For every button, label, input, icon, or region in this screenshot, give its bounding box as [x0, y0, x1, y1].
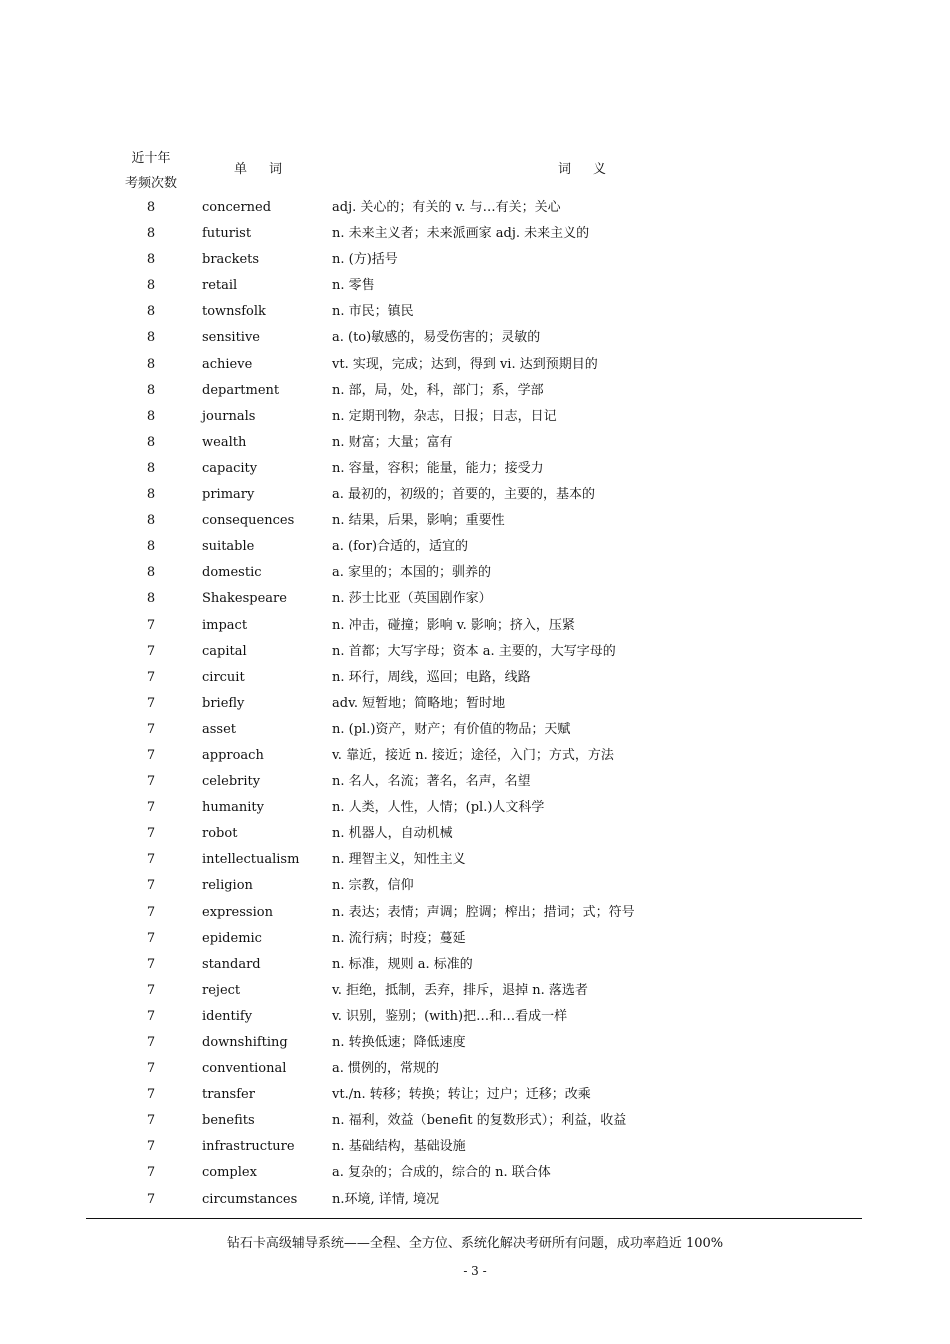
table-row: [0, 1108, 950, 1134]
table-row: [0, 1030, 950, 1056]
freq-cell: 8: [146, 434, 156, 450]
freq-cell: 7: [146, 1139, 156, 1155]
table-row: [0, 926, 950, 952]
definition-cell: n. 定期刊物，杂志，日报；日志，日记: [332, 408, 557, 424]
table-row: [0, 1187, 950, 1213]
table-row: [0, 299, 950, 325]
definition-cell: adj. 关心的；有关的 v. 与…有关；关心: [332, 200, 561, 215]
freq-cell: 7: [146, 721, 156, 737]
freq-cell: 8: [146, 252, 156, 268]
freq-cell: 8: [146, 356, 156, 372]
table-row: [0, 430, 950, 456]
table-row: [0, 1082, 950, 1108]
definition-cell: n. 结果，后果，影响；重要性: [332, 513, 505, 529]
table-row: [0, 769, 950, 795]
table-row: [0, 978, 950, 1004]
freq-cell: 8: [146, 408, 156, 424]
table-row: [0, 1160, 950, 1186]
word-cell: reject: [202, 982, 241, 998]
definition-cell: v. 拒绝，抵制，丢弃，排斥，退掉 n. 落选者: [332, 982, 588, 998]
word-cell: expression: [202, 904, 273, 920]
definition-cell: v. 靠近，接近 n. 接近；途径，入门；方式，方法: [332, 747, 614, 763]
definition-cell: n. 名人，名流；著名，名声，名望: [332, 774, 531, 790]
word-cell: capital: [202, 643, 247, 659]
word-cell: impact: [202, 617, 248, 633]
page-number: - 3 -: [463, 1264, 487, 1278]
header-frequency-line1: 近十年: [131, 151, 171, 166]
freq-cell: 7: [146, 852, 156, 868]
freq-cell: 7: [146, 826, 156, 842]
table-row: [0, 560, 950, 586]
freq-cell: 8: [146, 200, 156, 215]
freq-cell: 8: [146, 487, 156, 503]
definition-cell: n. 莎士比亚（英国剧作家）: [332, 591, 492, 607]
table-row: [0, 1134, 950, 1160]
word-cell: approach: [202, 747, 264, 763]
definition-cell: n. 转换低速；降低速度: [332, 1035, 466, 1050]
word-cell: consequences: [202, 513, 295, 529]
table-row: [0, 795, 950, 821]
freq-cell: 7: [146, 956, 156, 972]
definition-cell: a. 惯例的，常规的: [332, 1061, 440, 1077]
freq-cell: 7: [146, 1035, 156, 1050]
freq-cell: 7: [146, 1165, 156, 1181]
footer-divider: [86, 1218, 862, 1219]
table-row: [0, 378, 950, 404]
word-cell: concerned: [202, 200, 272, 215]
word-cell: circumstances: [202, 1191, 298, 1207]
vocabulary-table: [0, 195, 950, 1213]
freq-cell: 7: [146, 643, 156, 659]
definition-cell: n. 流行病；时疫；蔓延: [332, 930, 466, 946]
freq-cell: 7: [146, 1061, 156, 1077]
definition-cell: n. 环行，周线，巡回；电路，线路: [332, 669, 531, 685]
definition-cell: n. (方)括号: [332, 252, 398, 268]
freq-cell: 7: [146, 800, 156, 816]
freq-cell: 7: [146, 617, 156, 633]
definition-cell: a. (to)敏感的，易受伤害的；灵敏的: [332, 330, 541, 346]
word-cell: primary: [202, 487, 255, 503]
table-row: [0, 952, 950, 978]
table-row: [0, 613, 950, 639]
table-row: [0, 508, 950, 534]
table-row: [0, 717, 950, 743]
table-row: [0, 873, 950, 899]
definition-cell: n. 财富；大量；富有: [332, 434, 453, 450]
word-cell: sensitive: [202, 330, 260, 346]
definition-cell: a. 家里的；本国的；驯养的: [332, 565, 492, 581]
freq-cell: 7: [146, 904, 156, 920]
definition-cell: n. 市民；镇民: [332, 304, 414, 320]
header-definition: 词义: [558, 162, 629, 177]
word-cell: brackets: [202, 252, 260, 268]
table-row: [0, 586, 950, 612]
table-row: [0, 639, 950, 665]
word-cell: standard: [202, 956, 261, 972]
word-cell: intellectualism: [202, 852, 300, 868]
word-cell: downshifting: [202, 1035, 288, 1050]
table-row: [0, 1056, 950, 1082]
freq-cell: 7: [146, 1191, 156, 1207]
freq-cell: 7: [146, 1113, 156, 1129]
freq-cell: 8: [146, 304, 156, 320]
freq-cell: 8: [146, 330, 156, 346]
definition-cell: n. 表达；表情；声调；腔调；榨出；措词；式；符号: [332, 904, 635, 920]
freq-cell: 8: [146, 226, 156, 242]
table-row: [0, 847, 950, 873]
freq-cell: 8: [146, 278, 156, 294]
definition-cell: vt./n. 转移；转换；转让；过户；迁移；改乘: [332, 1087, 591, 1103]
word-cell: journals: [202, 408, 256, 424]
table-row: [0, 195, 950, 221]
word-cell: capacity: [202, 460, 258, 476]
definition-cell: n. 人类，人性，人情；(pl.)人文科学: [332, 800, 545, 816]
table-row: [0, 665, 950, 691]
table-row: [0, 325, 950, 351]
word-cell: infrastructure: [202, 1139, 295, 1155]
definition-cell: n. 零售: [332, 278, 375, 294]
definition-cell: n. 理智主义，知性主义: [332, 852, 466, 868]
definition-cell: n. 福利，效益（benefit 的复数形式）；利益，收益: [332, 1113, 627, 1129]
definition-cell: n. 未来主义者；未来派画家 adj. 未来主义的: [332, 226, 590, 242]
freq-cell: 8: [146, 513, 156, 529]
word-cell: suitable: [202, 539, 255, 555]
table-row: [0, 691, 950, 717]
definition-cell: n. 容量，容积；能量，能力；接受力: [332, 460, 544, 476]
word-cell: domestic: [202, 565, 262, 581]
word-cell: retail: [202, 278, 238, 294]
word-cell: epidemic: [202, 930, 262, 946]
definition-cell: adv. 短暂地；简略地；暂时地: [332, 695, 506, 711]
freq-cell: 7: [146, 1087, 156, 1103]
table-row: [0, 404, 950, 430]
word-cell: department: [202, 382, 280, 398]
table-row: [0, 273, 950, 299]
freq-cell: 7: [146, 982, 156, 998]
definition-cell: n. (pl.)资产，财产；有价值的物品；天赋: [332, 721, 571, 737]
definition-cell: n. 机器人，自动机械: [332, 826, 453, 842]
table-row: [0, 743, 950, 769]
word-cell: conventional: [202, 1061, 287, 1077]
freq-cell: 7: [146, 669, 156, 685]
word-cell: religion: [202, 878, 253, 894]
word-cell: humanity: [202, 800, 264, 816]
word-cell: transfer: [202, 1087, 255, 1103]
freq-cell: 8: [146, 591, 156, 607]
definition-cell: vt. 实现，完成；达到，得到 vi. 达到预期目的: [332, 356, 598, 372]
table-row: [0, 221, 950, 247]
word-cell: identify: [202, 1008, 253, 1024]
header-frequency-line2: 考频次数: [124, 176, 177, 191]
table-row: [0, 821, 950, 847]
word-cell: celebrity: [202, 774, 261, 790]
table-row: [0, 534, 950, 560]
definition-cell: n. 部，局，处，科，部门；系，学部: [332, 382, 544, 398]
footer-text: 钻石卡高级辅导系统——全程、全方位、系统化解决考研所有问题，成功率趋近 100%: [226, 1236, 724, 1251]
table-row: [0, 482, 950, 508]
freq-cell: 8: [146, 565, 156, 581]
header-frequency: [112, 146, 190, 196]
freq-cell: 8: [146, 382, 156, 398]
definition-cell: n. 首都；大写字母；资本 a. 主要的，大写字母的: [332, 643, 616, 659]
word-cell: futurist: [202, 226, 252, 242]
definition-cell: n. 冲击，碰撞；影响 v. 影响；挤入，压紧: [332, 617, 575, 633]
definition-cell: n. 基础结构，基础设施: [332, 1139, 466, 1155]
word-cell: achieve: [202, 356, 253, 372]
freq-cell: 8: [146, 460, 156, 476]
definition-cell: n. 宗教，信仰: [332, 878, 414, 894]
word-cell: Shakespeare: [202, 591, 287, 607]
word-cell: wealth: [202, 434, 247, 450]
definition-cell: a. 最初的，初级的；首要的，主要的，基本的: [332, 487, 596, 503]
table-row: [0, 1004, 950, 1030]
freq-cell: 7: [146, 747, 156, 763]
word-cell: briefly: [202, 695, 245, 711]
freq-cell: 7: [146, 774, 156, 790]
word-cell: townsfolk: [202, 304, 266, 320]
freq-cell: 7: [146, 1008, 156, 1024]
definition-cell: a. (for)合适的，适宜的: [332, 539, 469, 555]
word-cell: robot: [202, 826, 238, 842]
freq-cell: 8: [146, 539, 156, 555]
table-row: [0, 247, 950, 273]
freq-cell: 7: [146, 930, 156, 946]
header-word: 单词: [234, 162, 305, 177]
definition-cell: v. 识别，鉴别；(with)把…和…看成一样: [332, 1008, 568, 1024]
definition-cell: n.环境, 详情, 境况: [332, 1191, 440, 1207]
word-cell: asset: [202, 721, 237, 737]
definition-cell: a. 复杂的；合成的，综合的 n. 联合体: [332, 1165, 551, 1181]
table-row: [0, 456, 950, 482]
table-row: [0, 900, 950, 926]
word-cell: circuit: [202, 669, 245, 685]
table-row: [0, 352, 950, 378]
word-cell: complex: [202, 1165, 257, 1181]
freq-cell: 7: [146, 695, 156, 711]
definition-cell: n. 标准，规则 a. 标准的: [332, 956, 473, 972]
freq-cell: 7: [146, 878, 156, 894]
word-cell: benefits: [202, 1113, 255, 1129]
